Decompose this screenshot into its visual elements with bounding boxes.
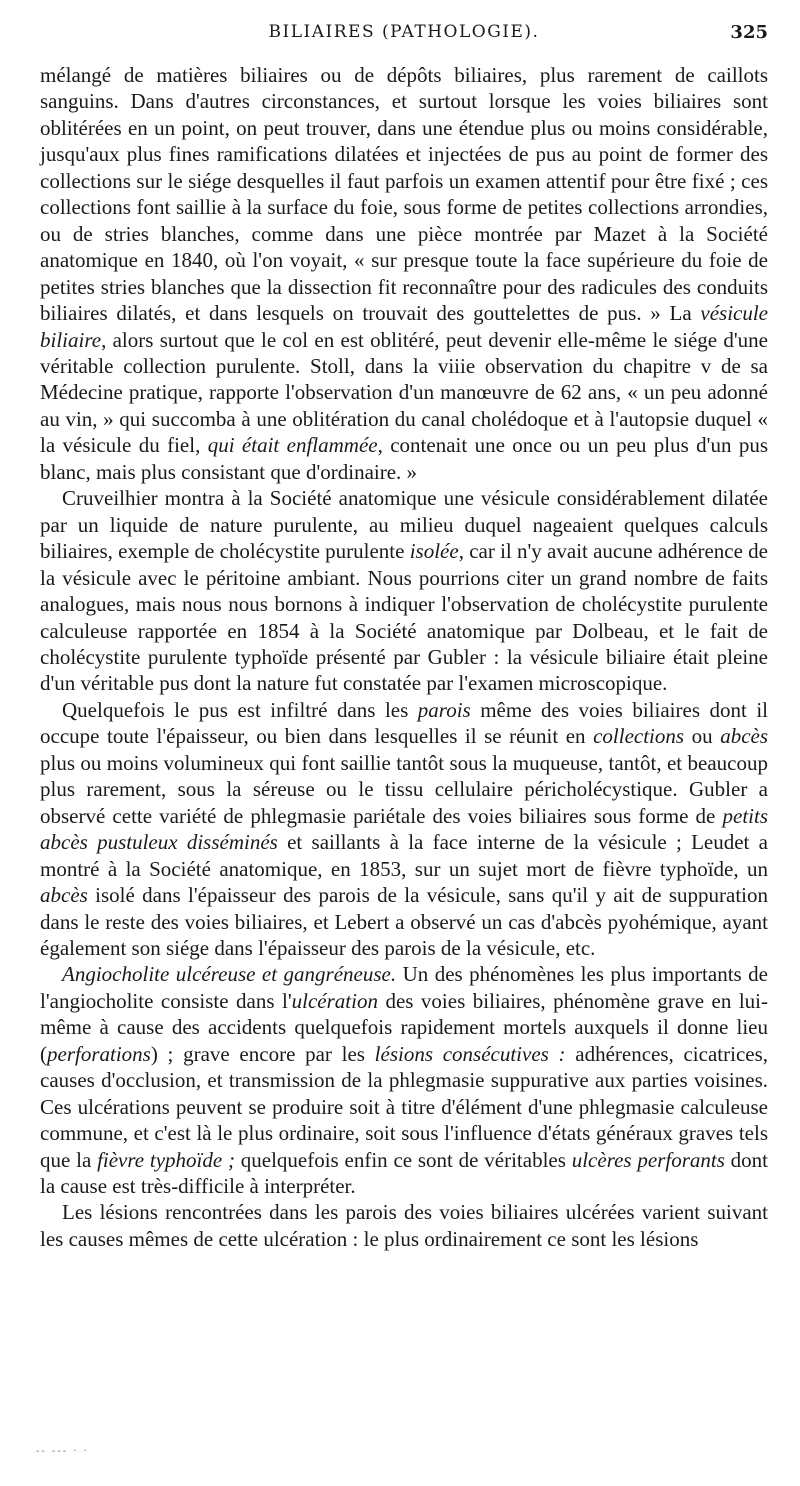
italic-term: collections <box>593 724 685 749</box>
section-heading: Angiocholite ulcéreuse et gangréneuse. <box>62 962 397 987</box>
text-span: Les lésions rencontrées dans les parois des voies biliaires ulcérées varient suivant les causes mêmes de cette ulcération : le plus ordinairement ce sont les lésions <box>40 1200 768 1251</box>
paragraph-4 <box>40 961 768 1199</box>
italic-term: petits abcès pustuleux disséminés <box>40 803 768 855</box>
italic-term: perforations <box>47 1041 151 1066</box>
text-span: ) ; grave encore par les <box>150 1041 375 1066</box>
italic-term: ulcération <box>291 988 378 1013</box>
page-number: 325 <box>730 22 768 43</box>
text-span: Un des phénomènes les plus importants de l'angiocholite consiste dans l' <box>40 962 768 1013</box>
text-span: ou <box>684 724 721 749</box>
page-header <box>40 22 768 52</box>
text-span: dont la cause est très-difficile à interpréter. <box>40 1147 769 1199</box>
italic-term: ulcères perforants <box>571 1147 725 1172</box>
italic-term: lésions consécutives : <box>374 1041 566 1066</box>
scan-artifact: -- --- · · <box>36 1446 89 1457</box>
text-span: , car il n'y avait aucune adhérence de la vésicule avec le péritoine ambiant. Nous pourrions citer un grand nombre de faits analogues, mais nous nous bornons à indiquer l'observation de cholécystite purulente calculeuse rapportée en 1854 à la Société anatomique par Dolbeau, et le fait de cholécystite purulente typhoïde présenté par Gubler : la vésicule biliaire était pleine d'un véritable pus dont la nature fut constatée par l'examen microscopique. <box>40 539 768 696</box>
italic-term: qui était enflammée <box>207 433 378 458</box>
text-span: Cruveilhier montra à la Société anatomique une vésicule considérablement dilatée par un liquide de nature purulente, au milieu duquel nageaient quelques calculs biliaires, exemple de cholécystite purulente <box>40 486 768 564</box>
text-span: adhérences, cicatrices, causes d'occlusion, et transmission de la phlegmasie suppurative aux parties voisines. Ces ulcérations peuvent se produire soit à titre d'élément d'une phlegmasie calculeuse commune, et c'est là le plus ordinaire, soit sous l'influence d'états généraux graves tels que la <box>40 1041 769 1172</box>
italic-term: isolée <box>409 539 459 564</box>
paragraph-1 <box>40 62 768 485</box>
text-span: quelquefois enfin ce sont de véritables <box>234 1147 572 1172</box>
italic-term: vésicule biliaire <box>40 301 768 352</box>
italic-term: abcès <box>720 724 769 749</box>
text-span: , contenait une once ou un peu plus d'un pus blanc, mais plus consistant que d'ordinaire. » <box>40 433 768 484</box>
text-span: isolé dans l'épaisseur des parois de la vésicule, sans qu'il y ait de suppuration dans le reste des voies biliaires, et Lebert a observé un cas d'abcès pyohémique, ayant également son siége dans l'épaisseur des parois de la vésicule, etc. <box>40 883 768 960</box>
text-span: plus ou moins volumineux qui font saillie tantôt sous la muqueuse, tantôt, et beaucoup plus rarement, sous la séreuse ou le tissu cellulaire péricholécystique. Gubler a observé cette variété de phlegmasie pariétale des voies biliaires sous forme de <box>40 750 768 828</box>
text-span: des voies biliaires, phénomène grave en lui-même à cause des accidents quelquefois rapidement mortels auxquels il donne lieu ( <box>40 988 768 1066</box>
body-text <box>40 62 768 1252</box>
text-span: et saillants à la face interne de la vésicule ; Leudet a montré à la Société anatomique, en 1853, sur un sujet mort de fièvre typhoïde, un <box>40 830 768 881</box>
text-span: même des voies biliaires dont il occupe toute l'épaisseur, ou bien dans lesquelles il se réunit en <box>40 697 769 749</box>
italic-term: fièvre typhoïde ; <box>97 1147 235 1172</box>
text-span: Quelquefois le pus est infiltré dans les <box>62 697 418 722</box>
running-head: BILIAIRES (PATHOLOGIE). <box>268 22 540 42</box>
italic-term: abcès <box>40 883 88 908</box>
italic-term: parois <box>417 697 471 722</box>
text-span: , alors surtout que le col en est oblitéré, peut devenir elle-même le siége d'une véritable collection purulente. Stoll, dans la viiie observation du chapitre v de sa Médecine pratique, rapporte l'observation d'un manœuvre de 62 ans, « un peu adonné au vin, » qui succomba à une oblitération du canal cholédoque et à l'autopsie duquel « la vésicule du fiel, <box>40 327 768 458</box>
paragraph-5 <box>40 1199 768 1252</box>
paragraph-3 <box>40 697 768 962</box>
text-span: mélangé de matières biliaires ou de dépôts biliaires, plus rarement de caillots sanguins. Dans d'autres circonstances, et surtout lorsque les voies biliaires sont oblitérées en un point, on peut trouver, dans une étendue plus ou moins considérable, jusqu'aux plus fines ramifications dilatées et injectées de pus au point de former des collections sur le siége desquelles il faut parfois un examen attentif pour être fixé ; ces collections font saillie à la surface du foie, sous forme de petites collections arrondies, ou de stries blanches, comme dans une pièce montrée par Mazet à la Société anatomique en 1840, où l'on voyait, « sur presque toute la face supérieure du foie de petites stries blanches que la dissection fit reconnaître pour des radicules des conduits biliaires dilatés, et dans lesquels on trouvait des gouttelettes de pus. » La <box>40 63 768 326</box>
paragraph-2 <box>40 485 768 697</box>
